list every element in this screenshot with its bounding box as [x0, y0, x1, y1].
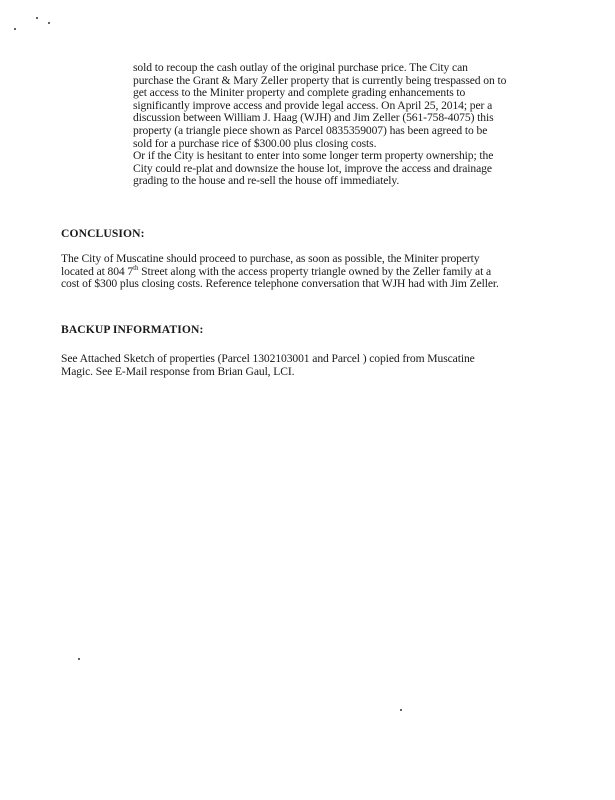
scan-speck — [78, 658, 80, 660]
intro-line: sold for a purchase rice of $300.00 plus closing costs. — [133, 136, 377, 150]
backup-paragraph — [61, 353, 475, 378]
scan-speck — [14, 28, 16, 30]
intro-line: grading to the house and re-sell the house off immediately. — [133, 174, 400, 188]
backup-line: See Attached Sketch of properties (Parcel 1302103001 and Parcel ) copied from Muscatine — [61, 352, 475, 365]
intro-line: purchase the Grant & Mary Zeller property that is currently being trespassed on to — [133, 73, 507, 87]
scan-speck — [36, 17, 38, 19]
conclusion-line-text: Street along with the access property triangle owned by the Zeller family at a — [138, 264, 492, 278]
conclusion-heading: CONCLUSION: — [61, 227, 145, 240]
intro-line: City could re-plat and downsize the house lot, improve the access and drainage — [133, 161, 492, 175]
backup-line: Magic. See E-Mail response from Brian Gaul, LCI. — [61, 364, 295, 378]
intro-line: Or if the City is hesitant to enter into some longer term property ownership; the — [133, 149, 494, 163]
intro-line: property (a triangle piece shown as Parcel 0835359007) has been agreed to be — [133, 123, 488, 137]
conclusion-line: The City of Muscatine should proceed to purchase, as soon as possible, the Miniter property — [61, 252, 480, 265]
ordinal-suffix: th — [133, 263, 139, 272]
intro-line: sold to recoup the cash outlay of the original purchase price. The City can — [133, 61, 468, 74]
conclusion-line-text: located at 804 7 — [61, 264, 134, 278]
scan-speck — [48, 22, 50, 24]
backup-heading: BACKUP INFORMATION: — [61, 323, 204, 336]
scan-speck — [400, 709, 402, 711]
intro-line: get access to the Miniter property and complete grading enhancements to — [133, 86, 466, 100]
intro-line: significantly improve access and provide legal access. On April 25, 2014; per a — [133, 98, 493, 112]
conclusion-line: cost of $300 plus closing costs. Reference telephone conversation that WJH had with Jim Zeller. — [61, 277, 499, 291]
intro-paragraph — [133, 62, 506, 188]
intro-line: discussion between William J. Haag (WJH) and Jim Zeller (561-758-4075) this — [133, 111, 494, 125]
conclusion-paragraph — [61, 253, 499, 291]
